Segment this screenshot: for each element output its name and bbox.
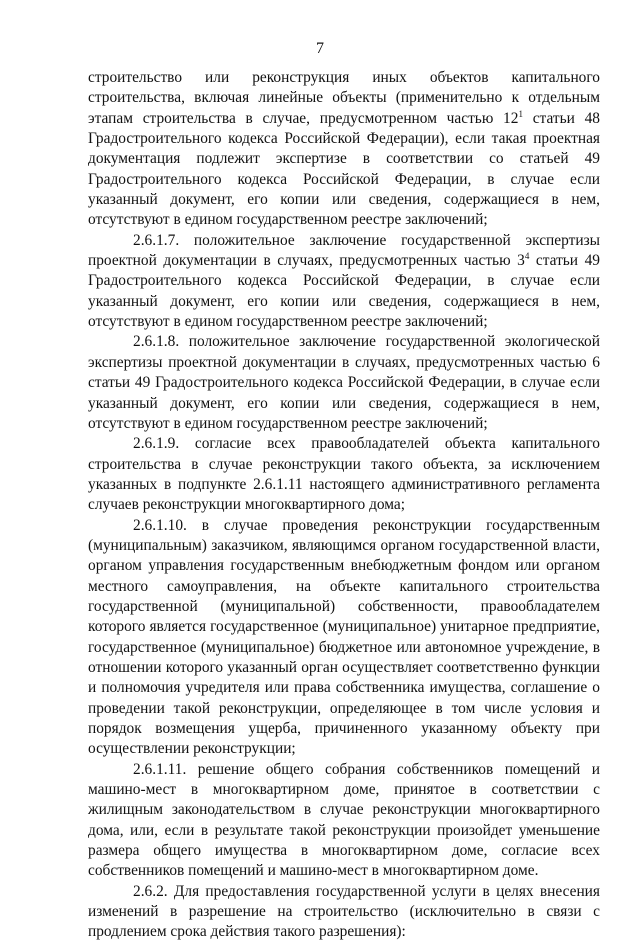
- paragraph-text: 2.6.1.10. в случае проведения реконструкции государственным (муниципальным) заказчиком, являющимся органом государственной власти, органом управления государственным внебюджетным фондом или органом местного самоуправления, на объекте капитального строительства государственной (муниципальной) собственности, правообладателем которого является государственное (муниципальное) унитарное предприятие, государственное (муниципальное) бюджетное или автономное учреждение, в отношении которого указанный орган осуществляет соответственно функции и полномочия учредителя или права собственника имущества, соглашение о проведении такой реконструкции, определяющее в том числе условия и порядок возмещения ущерба, причиненного указанному объекту при осуществлении реконструкции;: [88, 516, 600, 758]
- paragraph-2-6-1-8: [88, 332, 600, 434]
- paragraph-text: статьи 49 Градостроительного кодекса Российской Федерации, в случае если указанный документ, его копии или сведения, содержащиеся в нем, отсутствуют в едином государственном реестре заключений;: [88, 252, 600, 331]
- superscript: 1: [518, 108, 523, 119]
- document-body: [88, 68, 600, 943]
- page-number: 7: [316, 40, 324, 57]
- paragraph-2-6-1-11: [88, 760, 600, 882]
- paragraph-continuation: [88, 68, 600, 231]
- paragraph-text: 2.6.1.7. положительное заключение государственной экспертизы проектной документации в случаях, предусмотренных частью 3: [88, 231, 600, 270]
- paragraph-text: статьи 48 Градостроительного кодекса Российской Федерации), если такая проектная документация подлежит экспертизе в соответствии со статьей 49 Градостроительного кодекса Российской Федерации, в случае если указанный документ, его копии или сведения, содержащиеся в нем, отсутствуют в едином государственном реестре заключений;: [88, 109, 600, 229]
- paragraph-text: 2.6.1.11. решение общего собрания собственников помещений и машино-мест в многоквартирном доме, принятое в соответствии с жилищным законодательством в случае реконструкции многоквартирного дома, или, если в результате такой реконструкции произойдет уменьшение размера общего имущества в многоквартирном доме, согласие всех собственников помещений и машино-мест в многоквартирном доме.: [88, 760, 600, 880]
- paragraph-2-6-1-7: [88, 231, 600, 333]
- paragraph-text: строительство или реконструкция иных объектов капитального строительства, включая линейные объекты (применительно к отдельным этапам строительства в случае, предусмотренном частью 12: [88, 69, 600, 127]
- paragraph-text: 2.6.1.9. согласие всех правообладателей объекта капитального строительства в случае реконструкции такого объекта, за исключением указанных в подпункте 2.6.1.11 настоящего административного регламента случаев реконструкции многоквартирного дома;: [88, 435, 600, 514]
- paragraph-2-6-1-10: [88, 516, 600, 760]
- paragraph-text: 2.6.2. Для предоставления государственной услуги в целях внесения изменений в разрешение на строительство (исключительно в связи с продлением срока действия такого разрешения):: [88, 882, 600, 941]
- paragraph-text: 2.6.1.8. положительное заключение государственной экологической экспертизы проектной документации в случаях, предусмотренных частью 6 статьи 49 Градостроительного кодекса Российской Федерации, в случае если указанный документ, его копии или сведения, содержащиеся в нем, отсутствуют в едином государственном реестре заключений;: [88, 333, 600, 432]
- paragraph-2-6-2: [88, 882, 600, 943]
- paragraph-2-6-1-9: [88, 434, 600, 515]
- superscript: 4: [524, 251, 530, 262]
